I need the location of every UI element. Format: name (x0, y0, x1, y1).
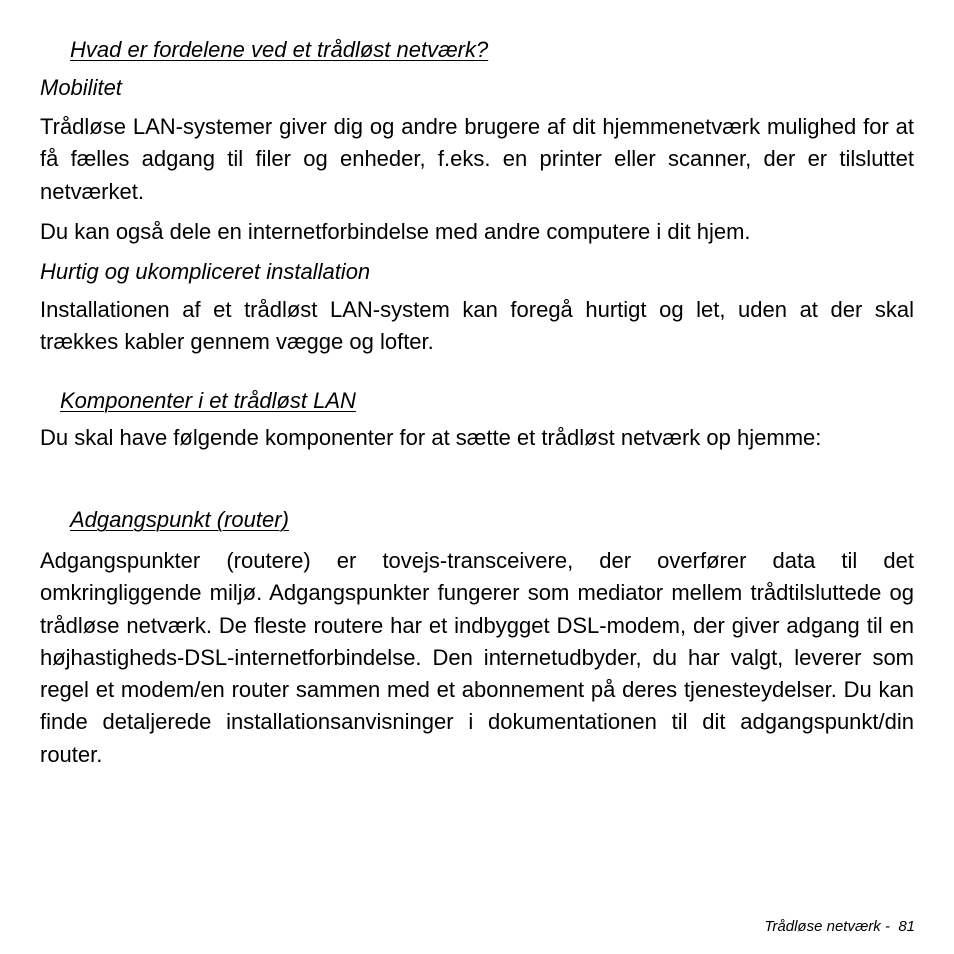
paragraph-installation-1: Installationen af et trådløst LAN-system kan foregå hurtigt og let, uden at der skal trækkes kabler gennem vægge og lofter. (40, 297, 914, 355)
paragraph-mobilitet-1: Trådløse LAN-systemer giver dig og andre brugere af dit hjemmenetværk mulighed for at få fælles adgang til filer og enheder, f.eks. en printer eller scanner, der er tilsluttet netværket. (40, 114, 914, 204)
footer-chapter-title: Trådløse netværk - (764, 918, 890, 935)
paragraph-komponenter-1: Du skal have følgende komponenter for at sætte et trådløst netværk op hjemme: (40, 425, 822, 450)
subheading-mobilitet: Mobilitet (40, 75, 122, 100)
section-title-router: Adgangspunkt (router) (70, 507, 289, 532)
page-number: 81 (898, 918, 915, 935)
paragraph-router-1: Adgangspunkter (routere) er tovejs-transceivere, der overfører data til det omkringliggende miljø. Adgangspunkter fungerer som mediator mellem trådtilsluttede og trådløse netværk. De fleste routere har et indbygget DSL-modem, der giver adgang til en højhastigheds-DSL-internetforbindelse. Den internetudbyder, du har valgt, leverer som regel et modem/en router sammen med et abonnement på deres tjenesteydelser. Du kan finde detaljerede installationsanvisninger i dokumentationen til dit adgangspunkt/din router. (40, 548, 914, 767)
page-footer (764, 918, 915, 936)
subheading-installation: Hurtig og ukompliceret installation (40, 259, 371, 284)
paragraph-mobilitet-2: Du kan også dele en internetforbindelse med andre computere i dit hjem. (40, 219, 751, 244)
section-title-komponenter: Komponenter i et trådløst LAN (60, 388, 356, 413)
section-title-fordele: Hvad er fordelene ved et trådløst netværk? (70, 37, 489, 62)
